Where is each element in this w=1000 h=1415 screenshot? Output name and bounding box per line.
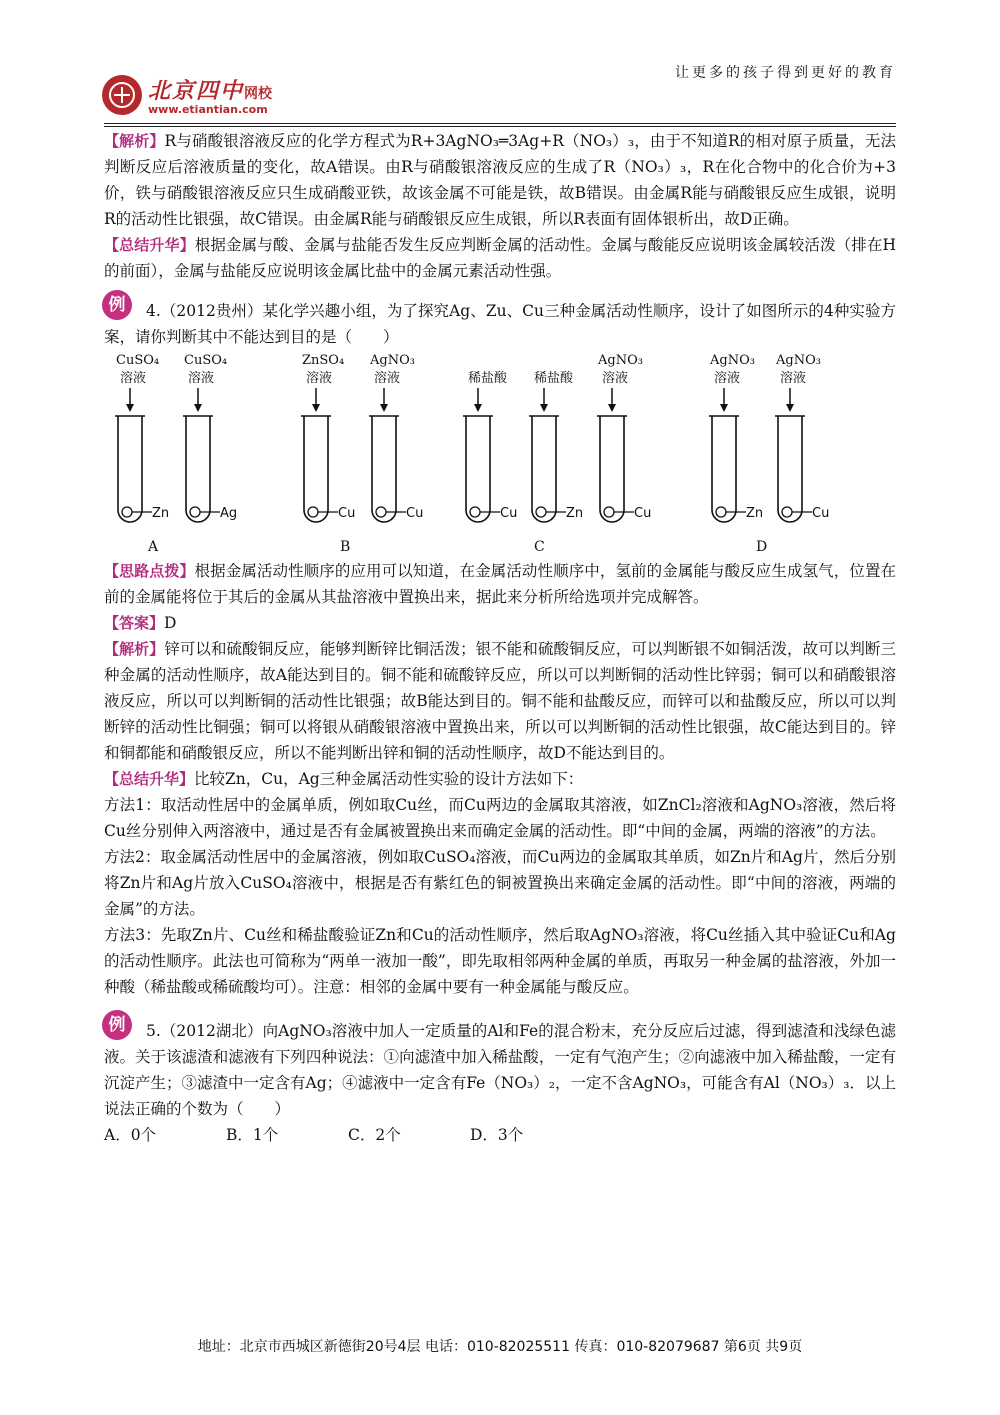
page-footer: 地址：北京市西城区新德街20号4层 电话：010-82025511 传真：010-82079687 第6页 共9页 bbox=[197, 1339, 803, 1355]
metal-label: Cu bbox=[406, 506, 424, 521]
arrow-head-icon bbox=[474, 404, 482, 412]
reagent-label: 溶液 bbox=[188, 371, 215, 386]
page-content bbox=[104, 128, 896, 1148]
metal-label: Zn bbox=[566, 506, 584, 521]
reagent-formula: AgNO₃ bbox=[370, 353, 415, 368]
header-rule bbox=[104, 126, 896, 127]
option-label: A bbox=[148, 539, 159, 555]
test-tube bbox=[186, 416, 210, 522]
option-label: D bbox=[756, 539, 768, 555]
analysis-4: 【解析】锌可以和硫酸铜反应，能够判断锌比铜活泼；银不能和硫酸铜反应，可以判断银不如铜活泼，故可以判断三种金属的活动性顺序，故A能达到目的。铜不能和硫酸锌反应，所以可以判断铜的活动性比锌弱；铜可以和硝酸银溶液反应，所以可以判断铜的活动性比银强；故B能达到目的。铜不能和盐酸反应，而锌可以和盐酸反应，所以可以判断锌的活动性比铜强；铜可以将银从硝酸银溶液中置换出来，所以可以判断铜的活动性比银强，故C能达到目的。锌和铜都能和硝酸银反应，所以不能判断出锌和铜的活动性顺序，故D不能达到目的。 bbox=[104, 640, 896, 762]
method-2: 方法2：取金属活动性居中的金属溶液，例如取CuSO₄溶液，而Cu两边的金属取其单质，如Zn片和Ag片，然后分别将Zn片和Ag片放入CuSO₄溶液中，根据是否有紫红色的铜被置换出来确定金属的活动性。即“中间的溶液，两端的金属”的方法。 bbox=[104, 848, 896, 918]
reagent-label: 溶液 bbox=[714, 371, 741, 386]
arrow-head-icon bbox=[786, 404, 794, 412]
arrow-head-icon bbox=[194, 404, 202, 412]
logo-url: www.etiantian.com bbox=[148, 103, 268, 116]
test-tube bbox=[466, 416, 490, 522]
metal-piece bbox=[308, 507, 318, 517]
arrow-head-icon bbox=[540, 404, 548, 412]
answer-4: 【答案】D bbox=[104, 614, 177, 632]
question-5: 例 5.（2012湖北）向AgNO₃溶液中加人一定质量的Al和Fe的混合粉末，充分反应后过滤，得到滤渣和浅绿色滤液。关于该滤渣和滤液有下列四种说法：①向滤渣中加入稀盐酸，一定有气泡产生；②向滤液中加入稀盐酸，一定有沉淀产生；③滤渣中一定含有Ag；④滤液中一定含有Fe（NO₃）₂，一定不含AgNO₃，可能含有Al（NO₃）₃．以上说法正确的个数为（ ） bbox=[104, 1018, 896, 1122]
test-tubes-diagram bbox=[104, 350, 896, 558]
reagent-formula: ZnSO₄ bbox=[302, 353, 345, 368]
example-icon: 例 bbox=[102, 1010, 132, 1040]
reagent-formula: CuSO₄ bbox=[116, 353, 160, 368]
slogan: 让更多的孩子得到更好的教育 bbox=[675, 65, 896, 81]
reagent-formula: CuSO₄ bbox=[184, 353, 228, 368]
reagent-label: 稀盐酸 bbox=[534, 371, 574, 386]
option-b[interactable]: B．1个 bbox=[226, 1126, 279, 1144]
metal-piece bbox=[716, 507, 726, 517]
metal-piece bbox=[782, 507, 792, 517]
reagent-formula: AgNO₃ bbox=[776, 353, 821, 368]
arrow-head-icon bbox=[380, 404, 388, 412]
test-tube bbox=[778, 416, 802, 522]
example-icon: 例 bbox=[102, 290, 132, 320]
header-rule bbox=[104, 123, 896, 124]
test-tube bbox=[118, 416, 142, 522]
question-5-options bbox=[104, 1122, 896, 1148]
hint-4: 【思路点拨】根据金属活动性顺序的应用可以知道，在金属活动性顺序中，氢前的金属能与酸反应生成氢气，位置在前的金属能将位于其后的金属从其盐溶液中置换出来，据此来分析所给选项并完成解答。 bbox=[104, 562, 896, 606]
metal-label: Ag bbox=[220, 506, 238, 521]
metal-piece bbox=[536, 507, 546, 517]
test-tube bbox=[532, 416, 556, 522]
logo bbox=[102, 74, 272, 116]
test-tube bbox=[304, 416, 328, 522]
test-tube bbox=[372, 416, 396, 522]
reagent-formula: AgNO₃ bbox=[710, 353, 755, 368]
reagent-label: 稀盐酸 bbox=[468, 371, 508, 386]
test-tube bbox=[600, 416, 624, 522]
arrow-head-icon bbox=[126, 404, 134, 412]
page-header bbox=[0, 0, 1000, 130]
metal-piece bbox=[376, 507, 386, 517]
option-a[interactable]: A．0个 bbox=[104, 1126, 157, 1144]
metal-label: Zn bbox=[152, 506, 170, 521]
reagent-formula: AgNO₃ bbox=[598, 353, 643, 368]
metal-label: Zn bbox=[746, 506, 764, 521]
metal-label: Cu bbox=[634, 506, 652, 521]
option-c[interactable]: C．2个 bbox=[348, 1126, 401, 1144]
seal-icon bbox=[102, 75, 142, 115]
metal-piece bbox=[190, 507, 200, 517]
reagent-label: 溶液 bbox=[602, 371, 629, 386]
reagent-label: 溶液 bbox=[306, 371, 333, 386]
metal-piece bbox=[122, 507, 132, 517]
arrow-head-icon bbox=[312, 404, 320, 412]
metal-piece bbox=[470, 507, 480, 517]
reagent-label: 溶液 bbox=[374, 371, 401, 386]
arrow-head-icon bbox=[608, 404, 616, 412]
test-tube-figure bbox=[104, 350, 896, 558]
metal-piece bbox=[604, 507, 614, 517]
method-3: 方法3：先取Zn片、Cu丝和稀盐酸验证Zn和Cu的活动性顺序，然后取AgNO₃溶液，将Cu丝插入其中验证Cu和Ag的活动性顺序。此法也可简称为“两单一液加一酸”，即先取相邻两种金属的单质，再取另一种金属的盐溶液，外加一种酸（稀盐酸或稀硫酸均可）。注意：相邻的金属中要有一种金属能与酸反应。 bbox=[104, 926, 896, 996]
metal-label: Cu bbox=[812, 506, 830, 521]
reagent-label: 溶液 bbox=[780, 371, 807, 386]
reagent-label: 溶液 bbox=[120, 371, 147, 386]
metal-label: Cu bbox=[338, 506, 356, 521]
option-label: B bbox=[340, 539, 351, 555]
option-d[interactable]: D．3个 bbox=[470, 1126, 524, 1144]
metal-label: Cu bbox=[500, 506, 518, 521]
summary-3: 【总结升华】根据金属与酸、金属与盐能否发生反应判断金属的活动性。金属与酸能反应说明该金属较活泼（排在H的前面），金属与盐能反应说明该金属比盐中的金属元素活动性强。 bbox=[104, 236, 896, 280]
test-tube bbox=[712, 416, 736, 522]
arrow-head-icon bbox=[720, 404, 728, 412]
logo-name: 北京四中网校 bbox=[148, 79, 273, 104]
question-4: 例 4.（2012贵州）某化学兴趣小组，为了探究Ag、Zu、Cu三种金属活动性顺序，设计了如图所示的4种实验方案，请你判断其中不能达到目的是（ ） bbox=[104, 298, 896, 350]
option-label: C bbox=[534, 539, 545, 555]
summary-4: 【总结升华】比较Zn，Cu，Ag三种金属活动性实验的设计方法如下： bbox=[104, 770, 584, 788]
method-1: 方法1：取活动性居中的金属单质，例如取Cu丝，而Cu两边的金属取其溶液，如ZnCl₂溶液和AgNO₃溶液，然后将Cu丝分别伸入两溶液中，通过是否有金属被置换出来而确定金属的活动性。即“中间的金属，两端的溶液”的方法。 bbox=[104, 796, 896, 840]
analysis-3: 【解析】R与硝酸银溶液反应的化学方程式为R+3AgNO₃═3Ag+R（NO₃）₃，由于不知道R的相对原子质量，无法判断反应后溶液质量的变化，故A错误。由R与硝酸银溶液反应的生成了R（NO₃）₃，R在化合物中的化合价为+3价，铁与硝酸银溶液反应只生成硝酸亚铁，故该金属不可能是铁，故B错误。由金属R能与硝酸银反应生成银，说明R的活动性比银强，故C错误。由金属R能与硝酸银反应生成银，所以R表面有固体银析出，故D正确。 bbox=[104, 132, 896, 228]
